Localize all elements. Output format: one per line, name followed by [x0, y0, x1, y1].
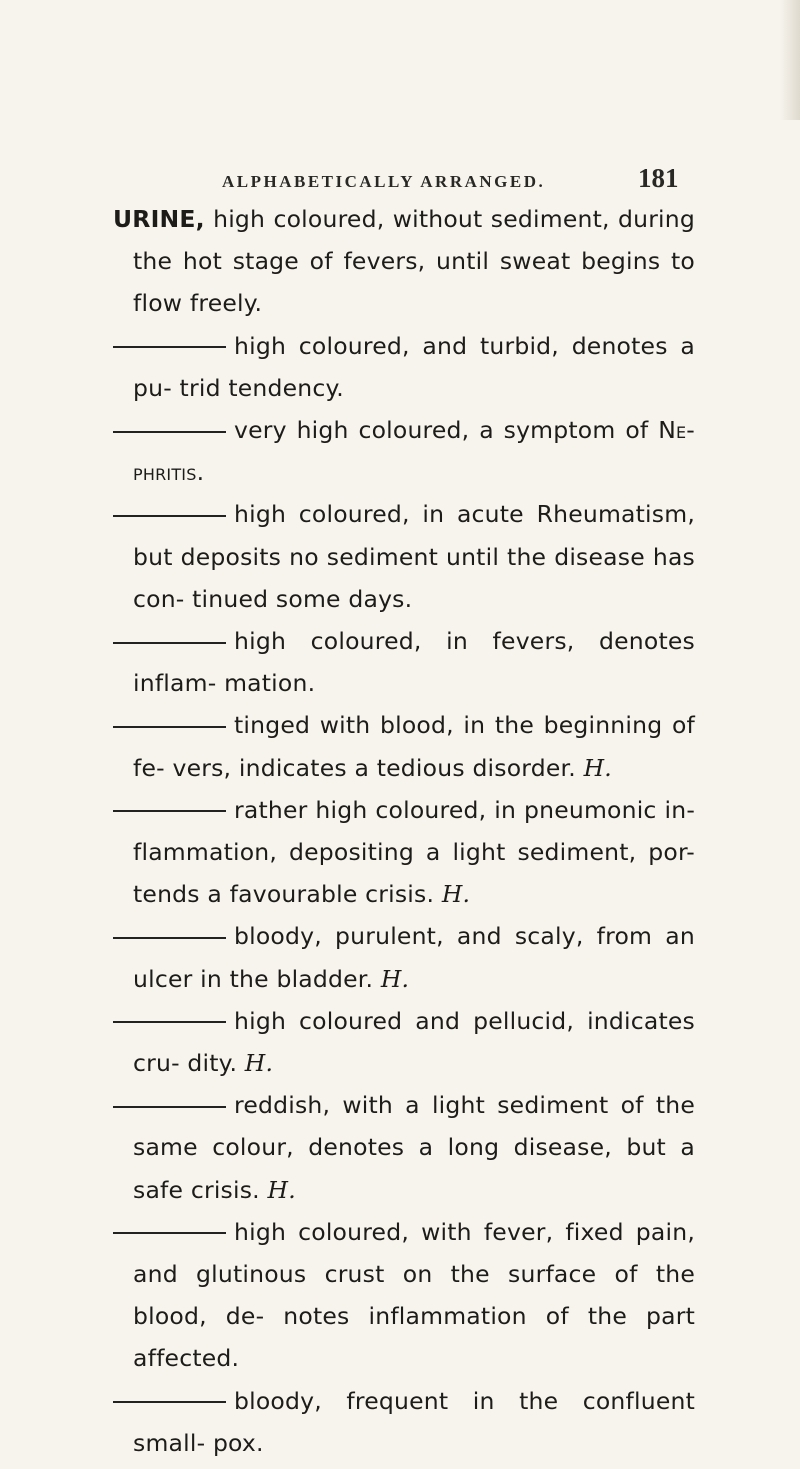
- entry-5: [113, 620, 695, 704]
- ditto-dash: [113, 937, 226, 939]
- entry-2: [113, 325, 695, 409]
- dictionary-entries: [113, 198, 695, 1464]
- entry-text: bloody, purulent, and scaly, from an ulcer in the bladder.: [133, 922, 695, 993]
- entry-text: high coloured, and turbid, denotes a pu- trid tendency.: [133, 331, 695, 402]
- citation: H.: [267, 1175, 296, 1204]
- entry-3: [113, 409, 695, 493]
- entry-text: high coloured, with fever, fixed pain, and glutinous crust on the surface of the blood, de- notes inflammation of the part affected.: [133, 1217, 695, 1373]
- entry-text: rather high coloured, in pneumonic in- flammation, depositing a light sediment, por- tends a favourable crisis.: [133, 795, 695, 909]
- ditto-dash: [113, 1232, 226, 1234]
- ditto-dash: [113, 515, 226, 517]
- disease-name: Ne- phritis: [133, 416, 695, 487]
- entry-6: [113, 704, 695, 788]
- ditto-dash: [113, 642, 226, 644]
- entry-text: high coloured, in fevers, denotes inflam- mation.: [133, 627, 695, 698]
- entry-10: [113, 1084, 695, 1211]
- running-head: ALPHABETICALLY ARRANGED.: [222, 172, 546, 191]
- page-number: 181: [638, 163, 679, 193]
- citation: H.: [583, 753, 612, 782]
- entry-text: high coloured and pellucid, indicates cru- dity.: [133, 1006, 695, 1078]
- ditto-dash: [113, 1021, 226, 1023]
- ditto-dash: [113, 1106, 226, 1108]
- entry-text: reddish, with a light sediment of the same colour, denotes a long disease, but a safe crisis.: [133, 1091, 695, 1204]
- ditto-dash: [113, 431, 226, 433]
- entry-9: [113, 1000, 695, 1084]
- citation: H.: [244, 1049, 274, 1078]
- entry-headword: URINE,: [113, 205, 205, 233]
- entry-12: [113, 1380, 695, 1464]
- entry-8: [113, 915, 695, 999]
- page-fold-shadow: [780, 0, 800, 120]
- entry-text: high coloured, in acute Rheumatism, but deposits no sediment until the disease has con- tinued some days.: [133, 500, 695, 613]
- ditto-dash: [113, 810, 226, 812]
- ditto-dash: [113, 346, 226, 348]
- entry-text: very high coloured, a symptom of: [234, 416, 659, 445]
- citation: H.: [441, 880, 471, 909]
- entry-4: [113, 493, 695, 620]
- entry-text: tinged with blood, in the beginning of fe- vers, indicates a tedious disorder.: [133, 711, 695, 782]
- entry-7: [113, 789, 695, 916]
- ditto-dash: [113, 1401, 226, 1403]
- entry-text: bloody, frequent in the confluent small- pox.: [133, 1386, 695, 1457]
- citation: H.: [380, 964, 410, 993]
- ditto-dash: [113, 726, 226, 728]
- entry-text: high coloured, without sediment, during the hot stage of fevers, until sweat begins to flow freely.: [133, 205, 695, 318]
- entry-11: [113, 1211, 695, 1380]
- entry-1: [113, 198, 695, 325]
- entry-tail: .: [196, 458, 205, 487]
